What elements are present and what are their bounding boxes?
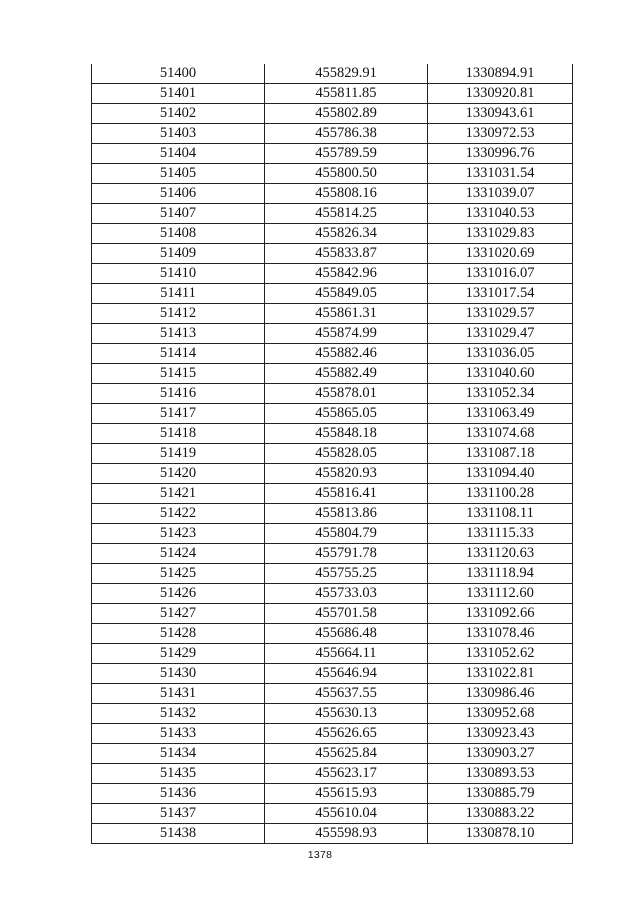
table-row <box>92 524 573 544</box>
point-id-cell: 51418 <box>92 424 265 444</box>
x-coordinate-cell: 455755.25 <box>265 564 428 584</box>
y-coordinate-cell: 1330920.81 <box>428 84 573 104</box>
x-coordinate-cell: 455861.31 <box>265 304 428 324</box>
table-row <box>92 444 573 464</box>
table-body <box>92 64 573 844</box>
table-row <box>92 124 573 144</box>
coordinate-table-container <box>91 64 572 844</box>
y-coordinate-cell: 1331017.54 <box>428 284 573 304</box>
y-coordinate-cell: 1331074.68 <box>428 424 573 444</box>
y-coordinate-cell: 1331078.46 <box>428 624 573 644</box>
point-id-cell: 51435 <box>92 764 265 784</box>
y-coordinate-cell: 1331039.07 <box>428 184 573 204</box>
table-row <box>92 344 573 364</box>
x-coordinate-cell: 455814.25 <box>265 204 428 224</box>
x-coordinate-cell: 455625.84 <box>265 744 428 764</box>
y-coordinate-cell: 1331020.69 <box>428 244 573 264</box>
x-coordinate-cell: 455829.91 <box>265 64 428 84</box>
table-row <box>92 324 573 344</box>
point-id-cell: 51415 <box>92 364 265 384</box>
table-row <box>92 264 573 284</box>
x-coordinate-cell: 455664.11 <box>265 644 428 664</box>
x-coordinate-cell: 455789.59 <box>265 144 428 164</box>
table-row <box>92 704 573 724</box>
y-coordinate-cell: 1331031.54 <box>428 164 573 184</box>
x-coordinate-cell: 455623.17 <box>265 764 428 784</box>
point-id-cell: 51421 <box>92 484 265 504</box>
table-row <box>92 764 573 784</box>
y-coordinate-cell: 1331036.05 <box>428 344 573 364</box>
y-coordinate-cell: 1331040.60 <box>428 364 573 384</box>
point-id-cell: 51410 <box>92 264 265 284</box>
y-coordinate-cell: 1331022.81 <box>428 664 573 684</box>
y-coordinate-cell: 1331052.62 <box>428 644 573 664</box>
y-coordinate-cell: 1331100.28 <box>428 484 573 504</box>
x-coordinate-cell: 455701.58 <box>265 604 428 624</box>
point-id-cell: 51433 <box>92 724 265 744</box>
x-coordinate-cell: 455848.18 <box>265 424 428 444</box>
x-coordinate-cell: 455791.78 <box>265 544 428 564</box>
point-id-cell: 51408 <box>92 224 265 244</box>
x-coordinate-cell: 455786.38 <box>265 124 428 144</box>
point-id-cell: 51422 <box>92 504 265 524</box>
y-coordinate-cell: 1330893.53 <box>428 764 573 784</box>
table-row <box>92 624 573 644</box>
table-row <box>92 144 573 164</box>
y-coordinate-cell: 1330943.61 <box>428 104 573 124</box>
table-row <box>92 184 573 204</box>
table-row <box>92 604 573 624</box>
table-row <box>92 364 573 384</box>
table-row <box>92 784 573 804</box>
table-row <box>92 104 573 124</box>
point-id-cell: 51425 <box>92 564 265 584</box>
x-coordinate-cell: 455686.48 <box>265 624 428 644</box>
page-number: 1378 <box>307 849 333 861</box>
x-coordinate-cell: 455598.93 <box>265 824 428 844</box>
table-row <box>92 584 573 604</box>
table-row <box>92 304 573 324</box>
point-id-cell: 51431 <box>92 684 265 704</box>
x-coordinate-cell: 455842.96 <box>265 264 428 284</box>
x-coordinate-cell: 455626.65 <box>265 724 428 744</box>
table-row <box>92 644 573 664</box>
x-coordinate-cell: 455646.94 <box>265 664 428 684</box>
point-id-cell: 51411 <box>92 284 265 304</box>
point-id-cell: 51424 <box>92 544 265 564</box>
x-coordinate-cell: 455878.01 <box>265 384 428 404</box>
table-row <box>92 404 573 424</box>
y-coordinate-cell: 1331108.11 <box>428 504 573 524</box>
table-row <box>92 684 573 704</box>
y-coordinate-cell: 1331094.40 <box>428 464 573 484</box>
x-coordinate-cell: 455800.50 <box>265 164 428 184</box>
y-coordinate-cell: 1330986.46 <box>428 684 573 704</box>
y-coordinate-cell: 1330996.76 <box>428 144 573 164</box>
x-coordinate-cell: 455733.03 <box>265 584 428 604</box>
point-id-cell: 51429 <box>92 644 265 664</box>
point-id-cell: 51420 <box>92 464 265 484</box>
point-id-cell: 51403 <box>92 124 265 144</box>
table-row <box>92 804 573 824</box>
table-row <box>92 384 573 404</box>
point-id-cell: 51438 <box>92 824 265 844</box>
y-coordinate-cell: 1331029.47 <box>428 324 573 344</box>
x-coordinate-cell: 455828.05 <box>265 444 428 464</box>
y-coordinate-cell: 1331092.66 <box>428 604 573 624</box>
x-coordinate-cell: 455808.16 <box>265 184 428 204</box>
table-row <box>92 64 573 84</box>
point-id-cell: 51404 <box>92 144 265 164</box>
x-coordinate-cell: 455802.89 <box>265 104 428 124</box>
x-coordinate-cell: 455804.79 <box>265 524 428 544</box>
y-coordinate-cell: 1330894.91 <box>428 64 573 84</box>
table-row <box>92 504 573 524</box>
y-coordinate-cell: 1330952.68 <box>428 704 573 724</box>
point-id-cell: 51416 <box>92 384 265 404</box>
table-row <box>92 724 573 744</box>
x-coordinate-cell: 455615.93 <box>265 784 428 804</box>
point-id-cell: 51427 <box>92 604 265 624</box>
table-row <box>92 664 573 684</box>
point-id-cell: 51417 <box>92 404 265 424</box>
x-coordinate-cell: 455874.99 <box>265 324 428 344</box>
x-coordinate-cell: 455826.34 <box>265 224 428 244</box>
table-row <box>92 744 573 764</box>
point-id-cell: 51436 <box>92 784 265 804</box>
point-id-cell: 51405 <box>92 164 265 184</box>
point-id-cell: 51434 <box>92 744 265 764</box>
table-row <box>92 224 573 244</box>
y-coordinate-cell: 1331115.33 <box>428 524 573 544</box>
table-row <box>92 244 573 264</box>
x-coordinate-cell: 455865.05 <box>265 404 428 424</box>
coordinate-table <box>91 64 573 844</box>
y-coordinate-cell: 1331118.94 <box>428 564 573 584</box>
y-coordinate-cell: 1331120.63 <box>428 544 573 564</box>
y-coordinate-cell: 1331029.83 <box>428 224 573 244</box>
y-coordinate-cell: 1331063.49 <box>428 404 573 424</box>
y-coordinate-cell: 1330885.79 <box>428 784 573 804</box>
x-coordinate-cell: 455630.13 <box>265 704 428 724</box>
table-row <box>92 824 573 844</box>
point-id-cell: 51409 <box>92 244 265 264</box>
point-id-cell: 51414 <box>92 344 265 364</box>
point-id-cell: 51419 <box>92 444 265 464</box>
table-row <box>92 564 573 584</box>
point-id-cell: 51402 <box>92 104 265 124</box>
x-coordinate-cell: 455820.93 <box>265 464 428 484</box>
x-coordinate-cell: 455811.85 <box>265 84 428 104</box>
point-id-cell: 51423 <box>92 524 265 544</box>
y-coordinate-cell: 1330903.27 <box>428 744 573 764</box>
table-row <box>92 204 573 224</box>
point-id-cell: 51437 <box>92 804 265 824</box>
y-coordinate-cell: 1330972.53 <box>428 124 573 144</box>
y-coordinate-cell: 1330878.10 <box>428 824 573 844</box>
point-id-cell: 51400 <box>92 64 265 84</box>
table-row <box>92 544 573 564</box>
point-id-cell: 51401 <box>92 84 265 104</box>
x-coordinate-cell: 455816.41 <box>265 484 428 504</box>
table-row <box>92 284 573 304</box>
x-coordinate-cell: 455882.46 <box>265 344 428 364</box>
point-id-cell: 51430 <box>92 664 265 684</box>
point-id-cell: 51432 <box>92 704 265 724</box>
table-row <box>92 464 573 484</box>
y-coordinate-cell: 1330923.43 <box>428 724 573 744</box>
table-row <box>92 164 573 184</box>
point-id-cell: 51426 <box>92 584 265 604</box>
point-id-cell: 51407 <box>92 204 265 224</box>
point-id-cell: 51428 <box>92 624 265 644</box>
table-row <box>92 84 573 104</box>
point-id-cell: 51412 <box>92 304 265 324</box>
table-row <box>92 484 573 504</box>
y-coordinate-cell: 1331087.18 <box>428 444 573 464</box>
x-coordinate-cell: 455882.49 <box>265 364 428 384</box>
y-coordinate-cell: 1331052.34 <box>428 384 573 404</box>
x-coordinate-cell: 455813.86 <box>265 504 428 524</box>
x-coordinate-cell: 455637.55 <box>265 684 428 704</box>
table-row <box>92 424 573 444</box>
y-coordinate-cell: 1331112.60 <box>428 584 573 604</box>
x-coordinate-cell: 455849.05 <box>265 284 428 304</box>
x-coordinate-cell: 455833.87 <box>265 244 428 264</box>
y-coordinate-cell: 1331016.07 <box>428 264 573 284</box>
x-coordinate-cell: 455610.04 <box>265 804 428 824</box>
point-id-cell: 51413 <box>92 324 265 344</box>
y-coordinate-cell: 1331029.57 <box>428 304 573 324</box>
y-coordinate-cell: 1330883.22 <box>428 804 573 824</box>
point-id-cell: 51406 <box>92 184 265 204</box>
y-coordinate-cell: 1331040.53 <box>428 204 573 224</box>
